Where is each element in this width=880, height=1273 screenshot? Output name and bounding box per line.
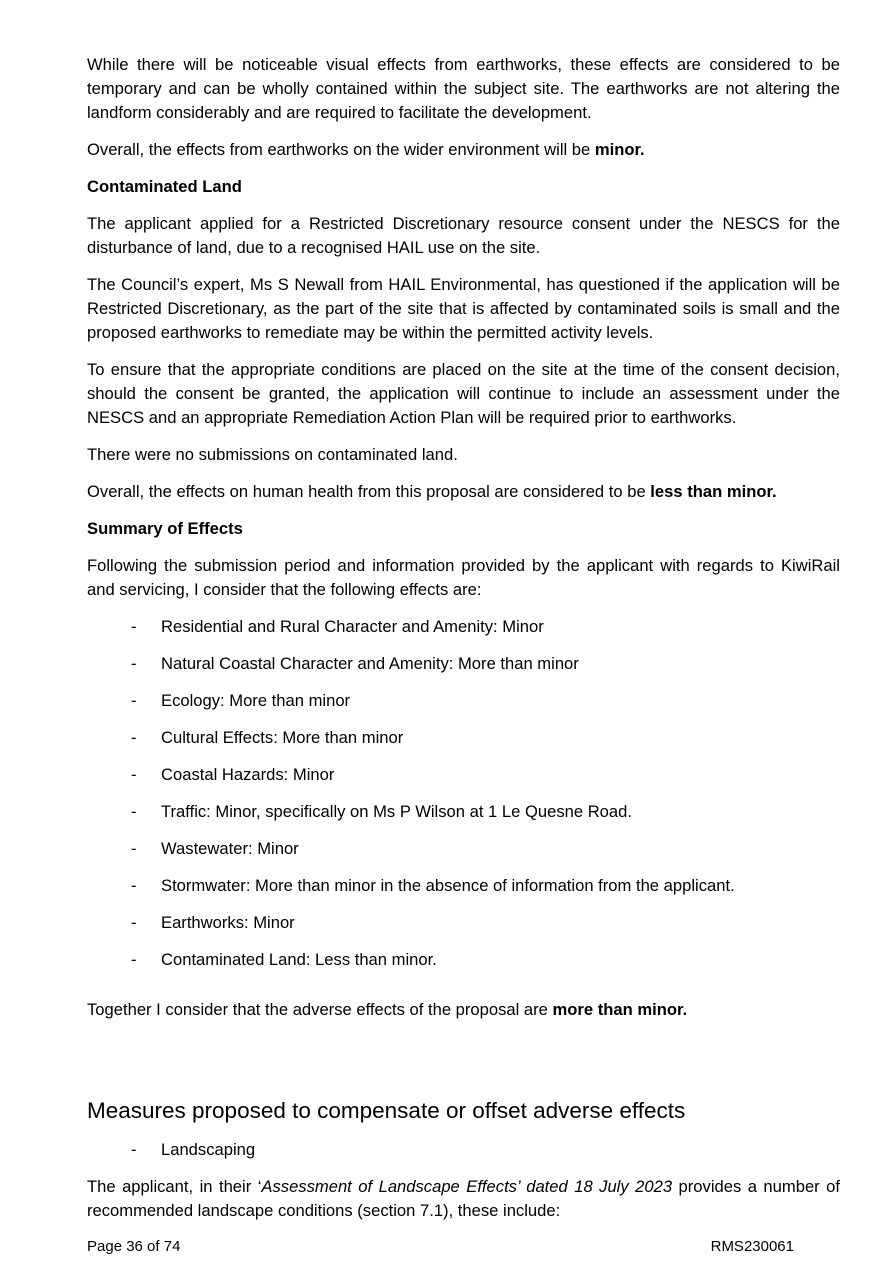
earthworks-visual-paragraph: While there will be noticeable visual effects from earthworks, these effects are considered to be temporary and can be wholly contained within the subject site. The earthworks are not altering the landform considerably and are required to facilitate the development. — [87, 55, 840, 122]
applicant-report-title: Assessment of Landscape Effects’ dated 18 July 2023 — [261, 1177, 673, 1196]
contaminated-paragraph-2: The Council’s expert, Ms S Newall from HAIL Environmental, has questioned if the application will be Restricted Discretionary, as the part of the site that is affected by contaminated soils is small and the proposed earthworks to remediate may be within the permitted activity levels. — [87, 275, 840, 342]
page-number: Page 36 of 74 — [87, 1238, 181, 1255]
list-item — [87, 726, 840, 763]
list-item-text: Residential and Rural Character and Amenity: Minor — [161, 617, 544, 636]
measures-list — [87, 1138, 840, 1162]
list-dash: - — [131, 691, 137, 710]
list-item — [87, 911, 840, 948]
list-item-text: Landscaping — [161, 1140, 256, 1159]
together-paragraph — [87, 998, 840, 1022]
summary-intro-paragraph: Following the submission period and information provided by the applicant with regards to KiwiRail and servicing, I consider that the following effects are: — [87, 556, 840, 599]
contaminated-paragraph-3: To ensure that the appropriate conditions are placed on the site at the time of the consent decision, should the consent be granted, the application will continue to include an assessment under the NESCS and an appropriate Remediation Action Plan will be required prior to earthworks. — [87, 360, 840, 427]
list-dash: - — [131, 950, 137, 969]
list-dash: - — [131, 839, 137, 858]
list-item — [87, 874, 840, 911]
list-dash: - — [131, 654, 137, 673]
contaminated-overall-paragraph — [87, 480, 840, 504]
document-reference: RMS230061 — [710, 1238, 794, 1255]
list-dash: - — [131, 913, 137, 932]
list-item-text: Earthworks: Minor — [161, 913, 295, 932]
list-item — [87, 948, 840, 985]
list-item — [87, 615, 840, 652]
list-item-text: Stormwater: More than minor in the absence of information from the applicant. — [161, 876, 735, 895]
contaminated-overall-rating: less than minor. — [650, 482, 777, 501]
list-dash: - — [131, 617, 137, 636]
list-item — [87, 689, 840, 726]
list-item — [87, 763, 840, 800]
list-item-text: Wastewater: Minor — [161, 839, 299, 858]
contaminated-paragraph-4: There were no submissions on contaminated land. — [87, 445, 458, 464]
list-item-text: Natural Coastal Character and Amenity: More than minor — [161, 654, 579, 673]
contaminated-paragraph-1: The applicant applied for a Restricted Discretionary resource consent under the NESCS for the disturbance of land, due to a recognised HAIL use on the site. — [87, 214, 840, 257]
list-item-text: Ecology: More than minor — [161, 691, 351, 710]
list-dash: - — [131, 765, 137, 784]
list-item — [87, 1138, 840, 1162]
earthworks-overall-rating: minor. — [594, 140, 645, 159]
list-dash: - — [131, 728, 137, 747]
list-item-text: Cultural Effects: More than minor — [161, 728, 404, 747]
together-text: Together I consider that the adverse effects of the proposal are — [87, 1000, 553, 1019]
list-dash: - — [131, 802, 137, 821]
list-dash: - — [131, 1140, 137, 1159]
earthworks-overall-text: Overall, the effects from earthworks on the wider environment will be — [87, 140, 595, 159]
applicant-text-start: The applicant, in their ‘ — [87, 1177, 262, 1196]
summary-of-effects-heading: Summary of Effects — [87, 519, 243, 538]
list-item-text: Traffic: Minor, specifically on Ms P Wilson at 1 Le Quesne Road. — [161, 802, 632, 821]
applicant-paragraph — [87, 1175, 840, 1223]
section-spacer — [87, 1035, 840, 1097]
list-item — [87, 652, 840, 689]
measures-heading: Measures proposed to compensate or offset adverse effects — [87, 1098, 686, 1123]
earthworks-overall-paragraph — [87, 138, 840, 162]
contaminated-land-heading: Contaminated Land — [87, 177, 242, 196]
list-item-text: Contaminated Land: Less than minor. — [161, 950, 437, 969]
list-item-text: Coastal Hazards: Minor — [161, 765, 335, 784]
list-item — [87, 837, 840, 874]
list-item — [87, 800, 840, 837]
document-body — [87, 53, 840, 1236]
applicant-text-end: provides a number of recommended landscape conditions (section 7.1), these include: — [87, 1177, 841, 1220]
contaminated-overall-text: Overall, the effects on human health from this proposal are considered to be — [87, 482, 651, 501]
together-rating: more than minor. — [552, 1000, 688, 1019]
list-dash: - — [131, 876, 137, 895]
effects-list — [87, 615, 840, 985]
